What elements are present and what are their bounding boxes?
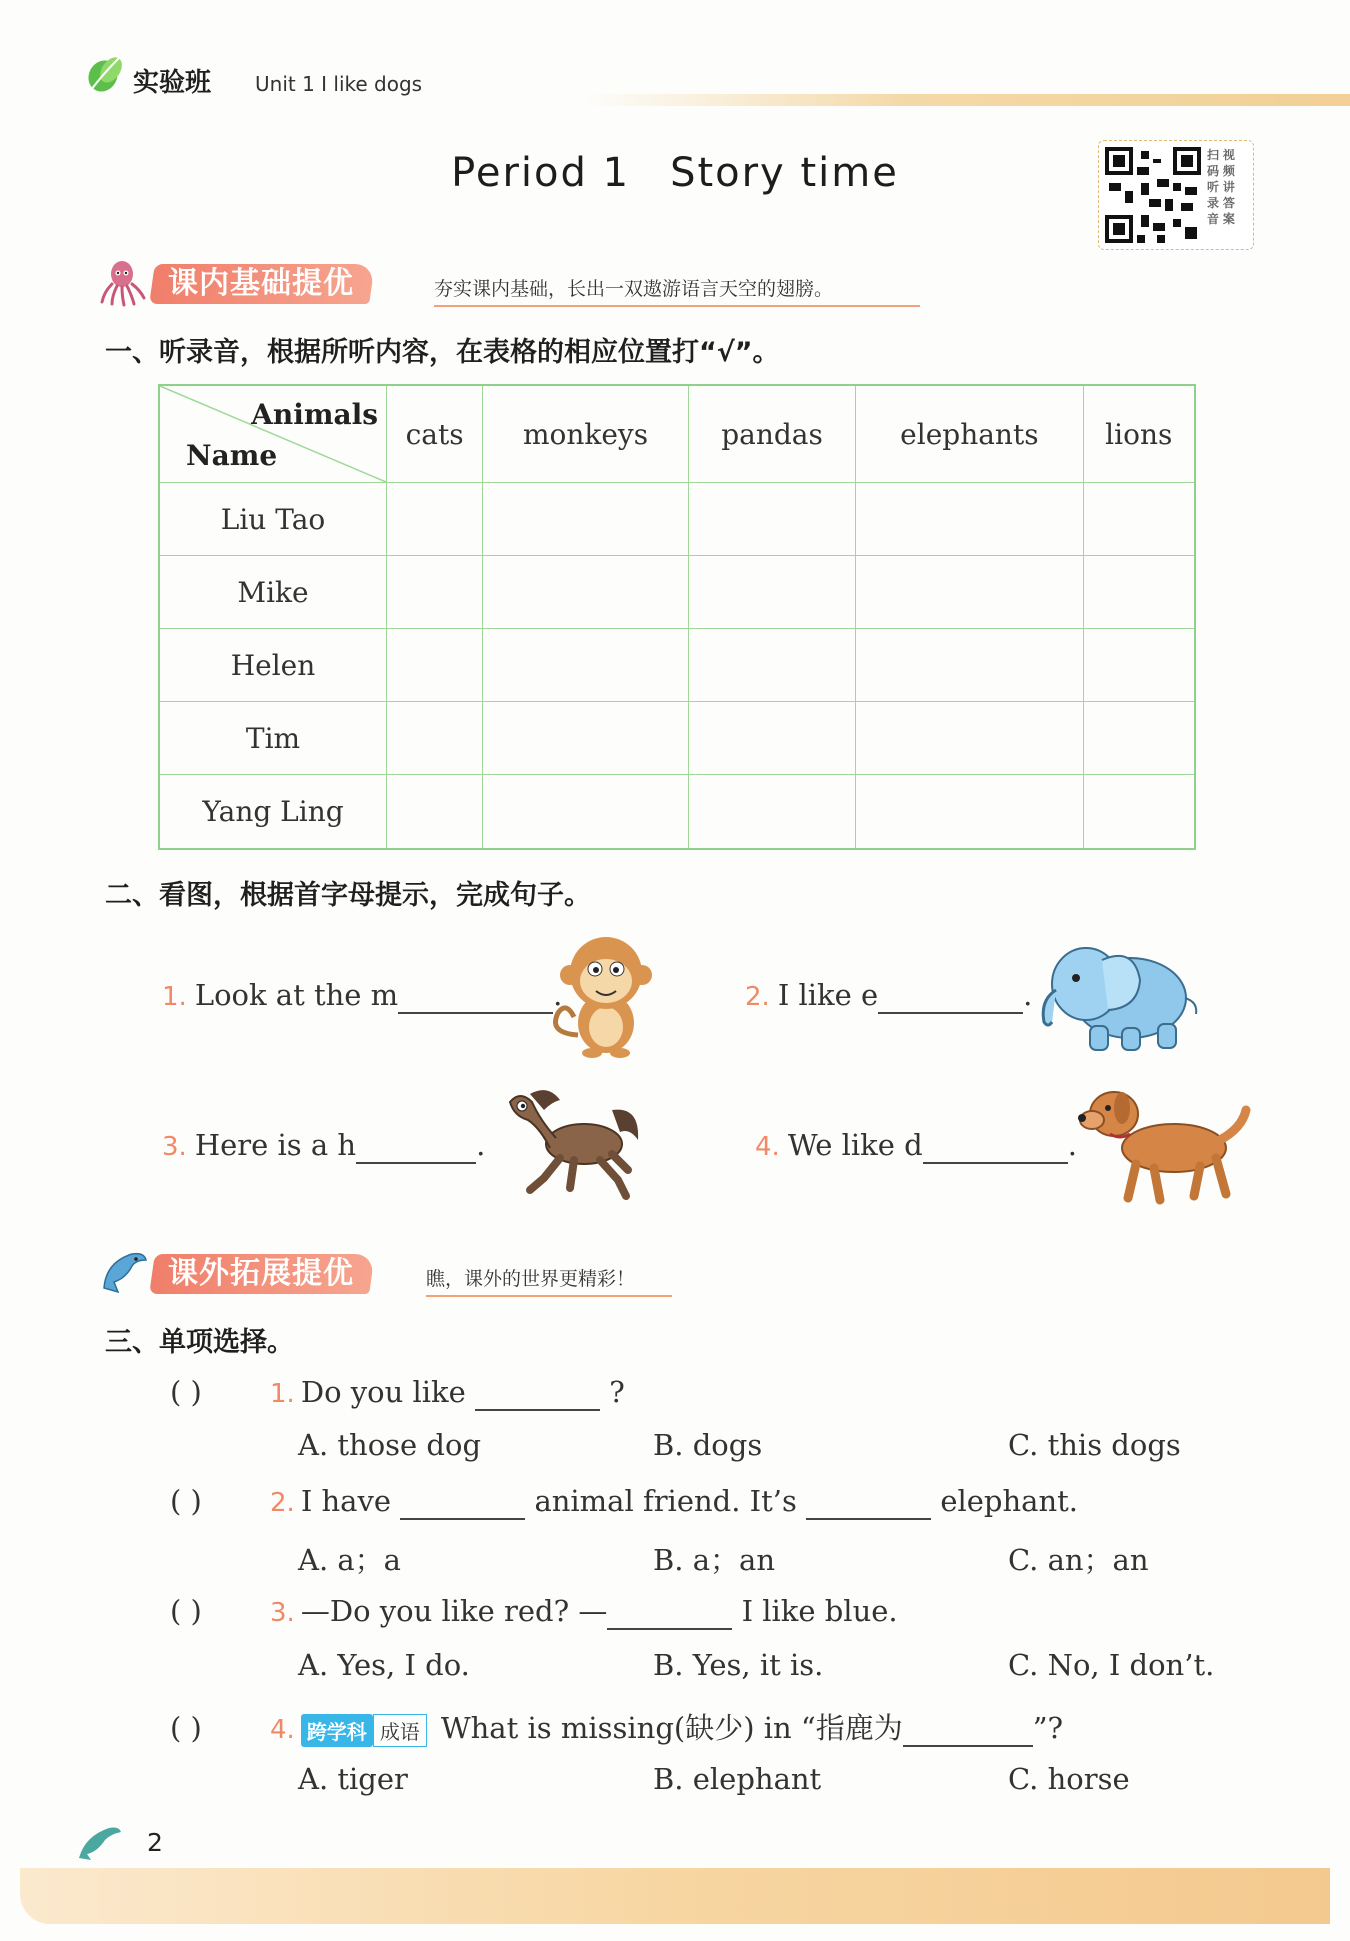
column-header: monkeys	[483, 385, 689, 483]
answer-cell[interactable]	[483, 556, 689, 629]
option-a[interactable]: A. Yes, I do.	[298, 1648, 470, 1682]
story-label: Story time	[670, 150, 899, 196]
row-header: Tim	[159, 702, 387, 775]
answer-cell[interactable]	[688, 483, 855, 556]
banner-subtitle-basic: 夯实课内基础，长出一双遨游语言天空的翅膀。	[434, 274, 920, 307]
question-2-title: 二、看图，根据首字母提示，完成句子。	[105, 880, 591, 911]
option-a[interactable]: A. tiger	[298, 1762, 408, 1796]
period-label: Period 1	[451, 150, 631, 196]
answer-cell[interactable]	[387, 556, 483, 629]
answer-paren[interactable]: ( )	[170, 1711, 202, 1745]
header-decor-bar	[585, 94, 1350, 106]
answer-cell[interactable]	[483, 702, 689, 775]
corner-animals-label: Animals	[251, 398, 378, 431]
column-header: cats	[387, 385, 483, 483]
option-c[interactable]: C. an；an	[1008, 1543, 1149, 1577]
answer-cell[interactable]	[1083, 629, 1195, 702]
option-c[interactable]: C. No, I don’t.	[1008, 1648, 1215, 1682]
answer-cell[interactable]	[856, 629, 1083, 702]
answer-cell[interactable]	[387, 483, 483, 556]
answer-paren[interactable]: ( )	[170, 1594, 202, 1628]
qr-code-icon[interactable]	[1105, 147, 1201, 243]
banner-label-extension: 课外拓展提优	[149, 1254, 375, 1294]
cross-subject-tag: 跨学科	[301, 1714, 373, 1747]
question-3-title: 三、单项选择。	[105, 1327, 294, 1358]
answer-blank[interactable]	[903, 1711, 1033, 1747]
leaf-logo-icon	[85, 52, 127, 94]
option-b[interactable]: B. Yes, it is.	[653, 1648, 824, 1682]
answer-cell[interactable]	[387, 775, 483, 849]
option-c[interactable]: C. horse	[1008, 1762, 1130, 1796]
row-header: Helen	[159, 629, 387, 702]
sentence-item-3: 3. Here is a h .	[162, 1128, 486, 1162]
sentence-item-1: 1. Look at the m .	[162, 978, 563, 1012]
squid-icon	[98, 258, 150, 308]
page-number: 2	[147, 1828, 163, 1857]
answer-cell[interactable]	[483, 775, 689, 849]
answer-blank[interactable]	[356, 1128, 476, 1164]
answer-cell[interactable]	[856, 556, 1083, 629]
table-row	[159, 556, 1195, 629]
answer-blank[interactable]	[923, 1128, 1068, 1164]
section-banner-extension	[98, 1248, 698, 1294]
choice-question-3: ( ) 3. —Do you like red? — I like blue.	[170, 1594, 898, 1628]
monkey-picture	[548, 925, 658, 1060]
dog-picture	[1070, 1078, 1255, 1208]
sentence-item-4: 4. We like d .	[755, 1128, 1077, 1162]
answer-cell[interactable]	[688, 775, 855, 849]
table-row	[159, 629, 1195, 702]
table-row	[159, 775, 1195, 849]
footer-decor-bar	[20, 1868, 1330, 1924]
answer-cell[interactable]	[856, 483, 1083, 556]
column-header: elephants	[856, 385, 1083, 483]
answer-cell[interactable]	[688, 556, 855, 629]
table-row	[159, 702, 1195, 775]
banner-subtitle-extension: 瞧，课外的世界更精彩！	[426, 1264, 672, 1297]
table-row	[159, 483, 1195, 556]
option-c[interactable]: C. this dogs	[1008, 1428, 1181, 1462]
row-header: Liu Tao	[159, 483, 387, 556]
answer-cell[interactable]	[483, 629, 689, 702]
sentence-item-2: 2. I like e .	[745, 978, 1033, 1012]
answer-blank[interactable]	[806, 1484, 931, 1520]
option-a[interactable]: A. a；a	[298, 1543, 401, 1577]
choice-question-4: ( ) 4. 跨学科 成语 What is missing(缺少) in “指鹿为 ”?	[170, 1711, 1064, 1745]
column-header: lions	[1083, 385, 1195, 483]
answer-blank[interactable]	[398, 978, 553, 1014]
option-a[interactable]: A. those dog	[298, 1428, 482, 1462]
answer-cell[interactable]	[387, 629, 483, 702]
dolphin-icon	[98, 1248, 150, 1298]
unit-label: Unit 1 I like dogs	[255, 72, 423, 96]
banner-label-basic: 课内基础提优	[149, 264, 375, 304]
row-header: Mike	[159, 556, 387, 629]
brand-name: 实验班	[133, 68, 212, 98]
answer-cell[interactable]	[688, 629, 855, 702]
option-b[interactable]: B. elephant	[653, 1762, 822, 1796]
answer-cell[interactable]	[1083, 702, 1195, 775]
answer-cell[interactable]	[1083, 556, 1195, 629]
horse-picture	[500, 1080, 650, 1205]
answer-cell[interactable]	[1083, 775, 1195, 849]
idiom-tag: 成语	[373, 1714, 427, 1747]
elephant-picture	[1030, 930, 1210, 1055]
section-banner-basic	[98, 258, 938, 304]
row-header: Yang Ling	[159, 775, 387, 849]
page-header	[85, 52, 1305, 107]
answer-cell[interactable]	[483, 483, 689, 556]
question-1-title: 一、听录音，根据所听内容，在表格的相应位置打“√”。	[105, 337, 780, 368]
answer-paren[interactable]: ( )	[170, 1375, 202, 1409]
choice-question-1: ( ) 1. Do you like ?	[170, 1375, 625, 1409]
option-b[interactable]: B. a；an	[653, 1543, 776, 1577]
answer-blank[interactable]	[475, 1375, 600, 1411]
column-header: pandas	[688, 385, 855, 483]
answer-blank[interactable]	[878, 978, 1023, 1014]
qr-caption: 扫 视 码 频 听 讲 录 答 音 案	[1207, 148, 1235, 226]
option-b[interactable]: B. dogs	[653, 1428, 763, 1462]
choice-question-2: ( ) 2. I have animal friend. It’s elephant.	[170, 1484, 1079, 1518]
qr-code-box[interactable]	[1098, 140, 1254, 250]
answer-cell[interactable]	[856, 775, 1083, 849]
answer-blank[interactable]	[400, 1484, 525, 1520]
listening-table	[158, 384, 1196, 850]
corner-name-label: Name	[186, 439, 278, 472]
answer-paren[interactable]: ( )	[170, 1484, 202, 1518]
answer-cell[interactable]	[1083, 483, 1195, 556]
answer-cell[interactable]	[856, 702, 1083, 775]
answer-cell[interactable]	[387, 702, 483, 775]
answer-cell[interactable]	[688, 702, 855, 775]
answer-blank[interactable]	[607, 1594, 732, 1630]
table-corner-cell	[159, 385, 387, 483]
footer-dolphin-icon	[75, 1822, 123, 1862]
